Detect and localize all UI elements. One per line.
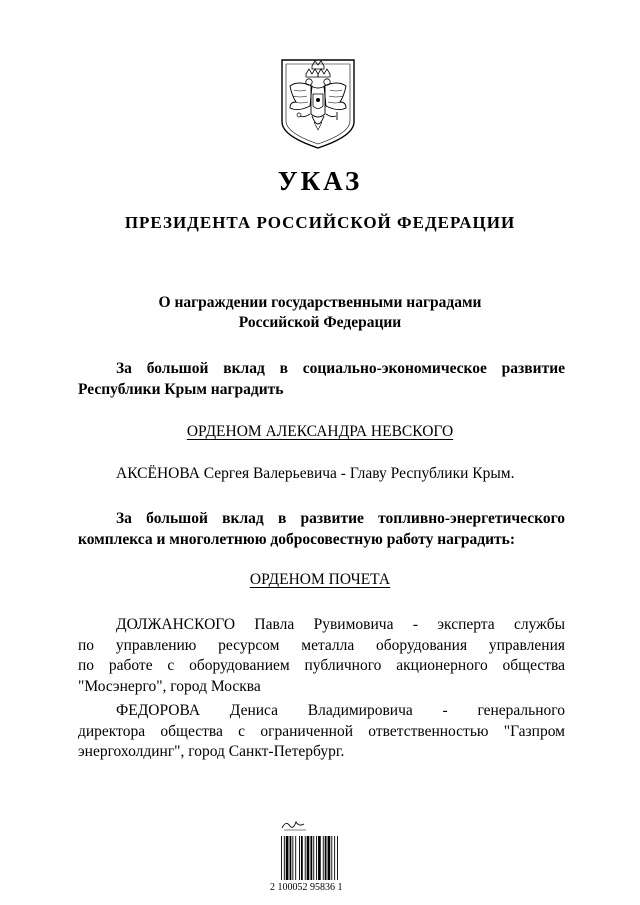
award-order-1	[0, 423, 640, 441]
document-barcode	[272, 818, 372, 898]
order-name: ОРДЕНОМ ПОЧЕТА	[249, 571, 391, 588]
decree-issuer: ПРЕЗИДЕНТА РОССИЙСКОЙ ФЕДЕРАЦИИ	[124, 213, 516, 232]
coat-of-arms-icon	[276, 56, 360, 150]
recipient-line: ФЕДОРОВА Дениса Владимировича - генерального	[116, 702, 565, 719]
recipient-line: по работе с оборудованием публичного акционерного общества	[78, 657, 565, 674]
section-1-intro	[78, 359, 565, 400]
recipient-dolzhansky	[78, 615, 565, 697]
subject-line: О награждении государственными наградами	[158, 294, 482, 311]
recipient-line: по управлению ресурсом металла оборудования управления	[78, 636, 565, 654]
recipient-line: "Мосэнерго", город Москва	[78, 677, 261, 695]
decree-subject	[0, 293, 640, 333]
recipient-fedorov	[78, 701, 565, 763]
recipient-line: директора общества с ограниченной ответственностью "Газпром	[78, 722, 565, 740]
decree-title: УКАЗ	[277, 166, 363, 196]
order-name: ОРДЕНОМ АЛЕКСАНДРА НЕВСКОГО	[186, 423, 454, 440]
intro-line: За большой вклад в развитие топливно-энергетического	[116, 510, 565, 527]
recipient-line: ДОЛЖАНСКОГО Павла Рувимовича - эксперта службы	[116, 616, 565, 633]
intro-line: комплекса и многолетнюю добросовестную работу наградить:	[78, 530, 516, 548]
recipient-line: энергохолдинг", город Санкт-Петербург.	[78, 743, 345, 760]
intro-line: За большой вклад в социально-экономическое развитие	[116, 360, 565, 377]
registration-mark-icon	[280, 818, 310, 832]
barcode-bars	[280, 836, 360, 880]
recipient-aksenov: АКСЁНОВА Сергея Валерьевича - Главу Республики Крым.	[116, 465, 515, 482]
subject-line: Российской Федерации	[238, 314, 402, 331]
section-2-intro	[78, 509, 565, 550]
barcode-number: 2 100052 95836 1	[270, 882, 343, 893]
award-order-2	[0, 571, 640, 589]
intro-line: Республики Крым наградить	[78, 380, 284, 398]
